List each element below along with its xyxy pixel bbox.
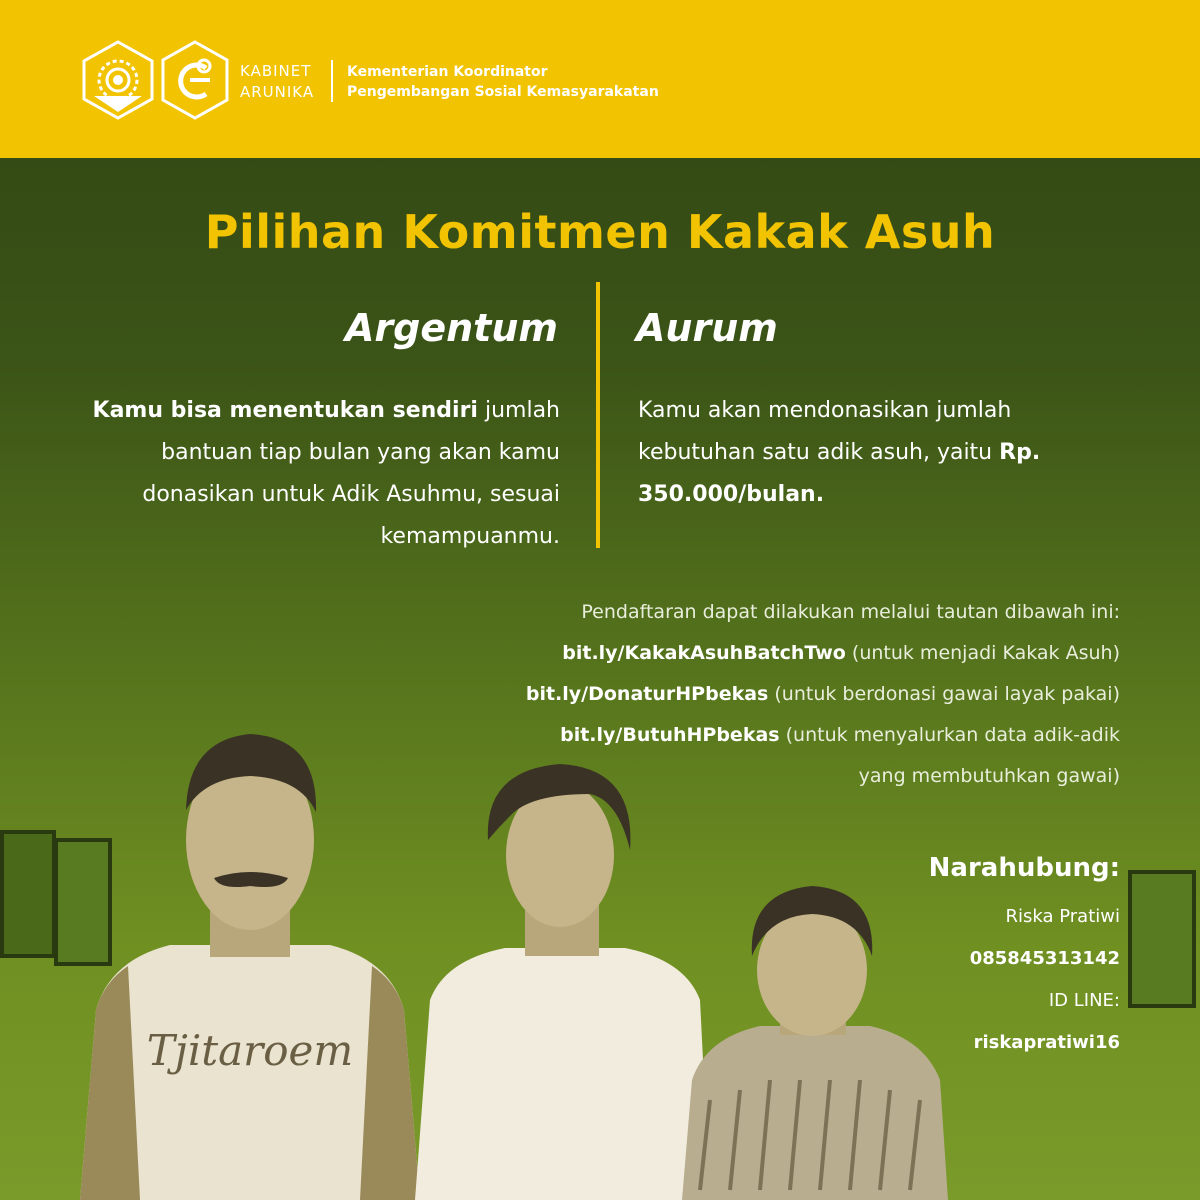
header-divider [331, 60, 333, 102]
person-man [80, 734, 420, 1200]
kabinet-emblem-icon [80, 40, 156, 120]
person-young-man [415, 764, 710, 1200]
option-argentum-highlight: Kamu bisa menentukan sendiri [92, 398, 478, 423]
option-argentum-description [90, 390, 560, 558]
option-aurum-description [638, 390, 1098, 516]
option-aurum-amount: Rp. 350.000/bulan. [638, 440, 1041, 507]
registration-intro: Pendaftaran dapat dilakukan melalui tautan dibawah ini: [581, 601, 1120, 623]
ministry-line1: Kementerian Koordinator [347, 64, 548, 80]
options-divider [596, 282, 600, 548]
link-kakak-asuh-desc: (untuk menjadi Kakak Asuh) [851, 642, 1120, 664]
option-argentum-body: jumlah bantuan tiap bulan yang akan kamu donasikan untuk Adik Asuhmu, sesuai kemampuanmu. [142, 398, 560, 549]
registration-last-line: yang membutuhkan gawai) [858, 765, 1120, 787]
page-title: Pilihan Komitmen Kakak Asuh [204, 205, 996, 259]
contact-name: Riska Pratiwi [1005, 906, 1120, 927]
contact-info [820, 846, 1120, 1064]
option-aurum-body: Kamu akan mendonasikan jumlah kebutuhan satu adik asuh, yaitu [638, 398, 1012, 465]
option-aurum-title: Aurum [636, 306, 778, 350]
contact-title: Narahubung: [928, 853, 1120, 883]
link-butuh-hp[interactable]: bit.ly/ButuhHPbekas [560, 724, 780, 746]
link-kakak-asuh[interactable]: bit.ly/KakakAsuhBatchTwo [562, 642, 846, 664]
registration-row [420, 674, 1120, 715]
contact-line-id: riskapratiwi16 [973, 1032, 1120, 1053]
link-donatur-hp[interactable]: bit.ly/DonaturHPbekas [525, 683, 769, 705]
link-donatur-hp-desc: (untuk berdonasi gawai layak pakai) [774, 683, 1120, 705]
registration-info [420, 592, 1120, 797]
registration-row [420, 633, 1120, 674]
cabinet-name-line2: ARUNIKA [240, 83, 315, 101]
header-band [0, 0, 1200, 158]
contact-phone: 085845313142 [969, 948, 1120, 969]
cabinet-name-line1: KABINET [240, 62, 312, 80]
link-butuh-hp-desc: (untuk menyalurkan data adik-adik [785, 724, 1120, 746]
cabinet-name [240, 61, 314, 103]
option-argentum-title: Argentum [345, 306, 558, 350]
arunika-logo-icon [160, 40, 230, 120]
ministry-name [347, 62, 659, 102]
ministry-line2: Pengembangan Sosial Kemasyarakatan [347, 84, 659, 100]
contact-line-label: ID LINE: [1048, 990, 1120, 1011]
registration-row [420, 715, 1120, 756]
shirt-text: Tjitaroem [146, 1026, 354, 1075]
